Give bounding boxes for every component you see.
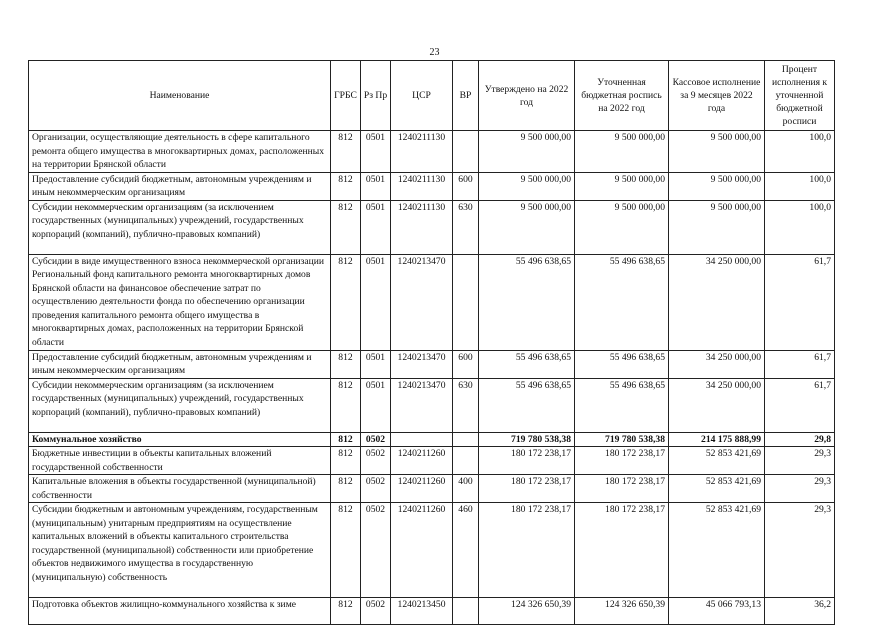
cell-rzpr: 0501 bbox=[361, 254, 391, 350]
cell-approved: 180 172 238,17 bbox=[479, 447, 575, 475]
cell-cash: 52 853 421,69 bbox=[669, 475, 765, 503]
cell-vr bbox=[453, 598, 479, 625]
cell-vr bbox=[453, 254, 479, 350]
cell-csr: 1240211130 bbox=[391, 172, 453, 200]
budget-execution-table bbox=[28, 60, 835, 625]
cell-grbs: 812 bbox=[331, 172, 361, 200]
cell-percent: 61,7 bbox=[765, 378, 835, 432]
cell-cash: 34 250 000,00 bbox=[669, 378, 765, 432]
cell-cash: 45 066 793,13 bbox=[669, 598, 765, 625]
table-row bbox=[29, 254, 835, 350]
cell-percent: 100,0 bbox=[765, 172, 835, 200]
table-header-row bbox=[29, 61, 835, 131]
cell-cash: 9 500 000,00 bbox=[669, 200, 765, 254]
cell-cash: 9 500 000,00 bbox=[669, 172, 765, 200]
cell-vr: 630 bbox=[453, 200, 479, 254]
cell-percent: 29,8 bbox=[765, 432, 835, 447]
column-header-grbs: ГРБС bbox=[331, 61, 361, 131]
cell-approved: 9 500 000,00 bbox=[479, 131, 575, 173]
cell-csr: 1240213470 bbox=[391, 254, 453, 350]
cell-refined: 9 500 000,00 bbox=[575, 172, 669, 200]
cell-refined: 9 500 000,00 bbox=[575, 200, 669, 254]
column-header-name: Наименование bbox=[29, 61, 331, 131]
cell-approved: 124 326 650,39 bbox=[479, 598, 575, 625]
table-row bbox=[29, 432, 835, 447]
cell-approved: 180 172 238,17 bbox=[479, 475, 575, 503]
cell-grbs: 812 bbox=[331, 598, 361, 625]
cell-name: Капитальные вложения в объекты государственной (муниципальной) собственности bbox=[29, 475, 331, 503]
cell-csr: 1240211130 bbox=[391, 131, 453, 173]
cell-percent: 100,0 bbox=[765, 131, 835, 173]
cell-rzpr: 0502 bbox=[361, 475, 391, 503]
cell-rzpr: 0502 bbox=[361, 598, 391, 625]
cell-vr: 600 bbox=[453, 350, 479, 378]
cell-csr: 1240213450 bbox=[391, 598, 453, 625]
cell-approved: 719 780 538,38 bbox=[479, 432, 575, 447]
table-row bbox=[29, 350, 835, 378]
cell-grbs: 812 bbox=[331, 503, 361, 598]
cell-name: Предоставление субсидий бюджетным, автономным учреждениям и иным некоммерческим организациям bbox=[29, 350, 331, 378]
cell-rzpr: 0501 bbox=[361, 172, 391, 200]
cell-grbs: 812 bbox=[331, 350, 361, 378]
cell-percent: 29,3 bbox=[765, 475, 835, 503]
cell-rzpr: 0502 bbox=[361, 447, 391, 475]
cell-csr bbox=[391, 432, 453, 447]
cell-vr: 630 bbox=[453, 378, 479, 432]
table-row bbox=[29, 378, 835, 432]
cell-name: Коммунальное хозяйство bbox=[29, 432, 331, 447]
cell-csr: 1240213470 bbox=[391, 378, 453, 432]
cell-percent: 36,2 bbox=[765, 598, 835, 625]
column-header-csr: ЦСР bbox=[391, 61, 453, 131]
cell-grbs: 812 bbox=[331, 131, 361, 173]
cell-approved: 55 496 638,65 bbox=[479, 378, 575, 432]
cell-rzpr: 0501 bbox=[361, 200, 391, 254]
cell-grbs: 812 bbox=[331, 254, 361, 350]
table-row bbox=[29, 503, 835, 598]
cell-percent: 61,7 bbox=[765, 350, 835, 378]
cell-refined: 55 496 638,65 bbox=[575, 350, 669, 378]
page-number: 23 bbox=[429, 47, 440, 58]
cell-vr bbox=[453, 131, 479, 173]
cell-refined: 180 172 238,17 bbox=[575, 475, 669, 503]
cell-approved: 180 172 238,17 bbox=[479, 503, 575, 598]
cell-refined: 9 500 000,00 bbox=[575, 131, 669, 173]
column-header-refined: Уточненная бюджетная роспись на 2022 год bbox=[575, 61, 669, 131]
column-header-cash: Кассовое исполнение за 9 месяцев 2022 года bbox=[669, 61, 765, 131]
table-row bbox=[29, 131, 835, 173]
cell-rzpr: 0502 bbox=[361, 432, 391, 447]
table-row bbox=[29, 172, 835, 200]
cell-cash: 34 250 000,00 bbox=[669, 254, 765, 350]
cell-refined: 180 172 238,17 bbox=[575, 447, 669, 475]
cell-rzpr: 0501 bbox=[361, 350, 391, 378]
cell-refined: 124 326 650,39 bbox=[575, 598, 669, 625]
cell-approved: 55 496 638,65 bbox=[479, 254, 575, 350]
cell-csr: 1240213470 bbox=[391, 350, 453, 378]
cell-percent: 29,3 bbox=[765, 503, 835, 598]
cell-approved: 55 496 638,65 bbox=[479, 350, 575, 378]
cell-csr: 1240211260 bbox=[391, 447, 453, 475]
cell-vr: 600 bbox=[453, 172, 479, 200]
cell-cash: 34 250 000,00 bbox=[669, 350, 765, 378]
cell-name: Субсидии некоммерческим организациям (за исключением государственных (муниципальных) учреждений, государственных корпораций (компаний), публично-правовых компаний) bbox=[29, 200, 331, 254]
cell-grbs: 812 bbox=[331, 200, 361, 254]
cell-vr bbox=[453, 447, 479, 475]
cell-percent: 100,0 bbox=[765, 200, 835, 254]
cell-cash: 214 175 888,99 bbox=[669, 432, 765, 447]
cell-grbs: 812 bbox=[331, 432, 361, 447]
cell-name: Субсидии в виде имущественного взноса некоммерческой организации Региональный фонд капитального ремонта многоквартирных домов Брянской области на финансовое обеспечение затрат по осуществлению деятельности фонда по обеспечению организации проведения капитального ремонта общего имущества в многоквартирных домах, расположенных на территории Брянской области bbox=[29, 254, 331, 350]
column-header-percent: Процент исполнения к уточненной бюджетной росписи bbox=[765, 61, 835, 131]
column-header-vr: ВР bbox=[453, 61, 479, 131]
cell-percent: 29,3 bbox=[765, 447, 835, 475]
cell-cash: 52 853 421,69 bbox=[669, 447, 765, 475]
column-header-rzpr: Рз Пр bbox=[361, 61, 391, 131]
cell-name: Предоставление субсидий бюджетным, автономным учреждениям и иным некоммерческим организациям bbox=[29, 172, 331, 200]
cell-name: Организации, осуществляющие деятельность в сфере капитального ремонта общего имущества в многоквартирных домах, расположенных на территории Брянской области bbox=[29, 131, 331, 173]
cell-refined: 180 172 238,17 bbox=[575, 503, 669, 598]
cell-cash: 9 500 000,00 bbox=[669, 131, 765, 173]
cell-refined: 719 780 538,38 bbox=[575, 432, 669, 447]
cell-name: Субсидии некоммерческим организациям (за исключением государственных (муниципальных) учреждений, государственных корпораций (компаний), публично-правовых компаний) bbox=[29, 378, 331, 432]
cell-name: Подготовка объектов жилищно-коммунального хозяйства к зиме bbox=[29, 598, 331, 625]
cell-approved: 9 500 000,00 bbox=[479, 200, 575, 254]
cell-name: Бюджетные инвестиции в объекты капитальных вложений государственной собственности bbox=[29, 447, 331, 475]
cell-csr: 1240211130 bbox=[391, 200, 453, 254]
cell-percent: 61,7 bbox=[765, 254, 835, 350]
cell-csr: 1240211260 bbox=[391, 475, 453, 503]
column-header-approved: Утверждено на 2022 год bbox=[479, 61, 575, 131]
cell-vr: 400 bbox=[453, 475, 479, 503]
cell-vr: 460 bbox=[453, 503, 479, 598]
cell-csr: 1240211260 bbox=[391, 503, 453, 598]
table-row bbox=[29, 598, 835, 625]
cell-grbs: 812 bbox=[331, 447, 361, 475]
cell-name: Субсидии бюджетным и автономным учреждениям, государственным (муниципальным) унитарным предприятиям на осуществление капитальных вложений в объекты капитального строительства государственной (муниципальной) собственности или приобретение объектов недвижимого имущества в государственную (муниципальную) собственность bbox=[29, 503, 331, 598]
cell-refined: 55 496 638,65 bbox=[575, 254, 669, 350]
cell-rzpr: 0501 bbox=[361, 131, 391, 173]
cell-vr bbox=[453, 432, 479, 447]
cell-refined: 55 496 638,65 bbox=[575, 378, 669, 432]
cell-rzpr: 0502 bbox=[361, 503, 391, 598]
cell-approved: 9 500 000,00 bbox=[479, 172, 575, 200]
table-row bbox=[29, 200, 835, 254]
cell-cash: 52 853 421,69 bbox=[669, 503, 765, 598]
cell-rzpr: 0501 bbox=[361, 378, 391, 432]
table-row bbox=[29, 447, 835, 475]
cell-grbs: 812 bbox=[331, 475, 361, 503]
cell-grbs: 812 bbox=[331, 378, 361, 432]
table-row bbox=[29, 475, 835, 503]
